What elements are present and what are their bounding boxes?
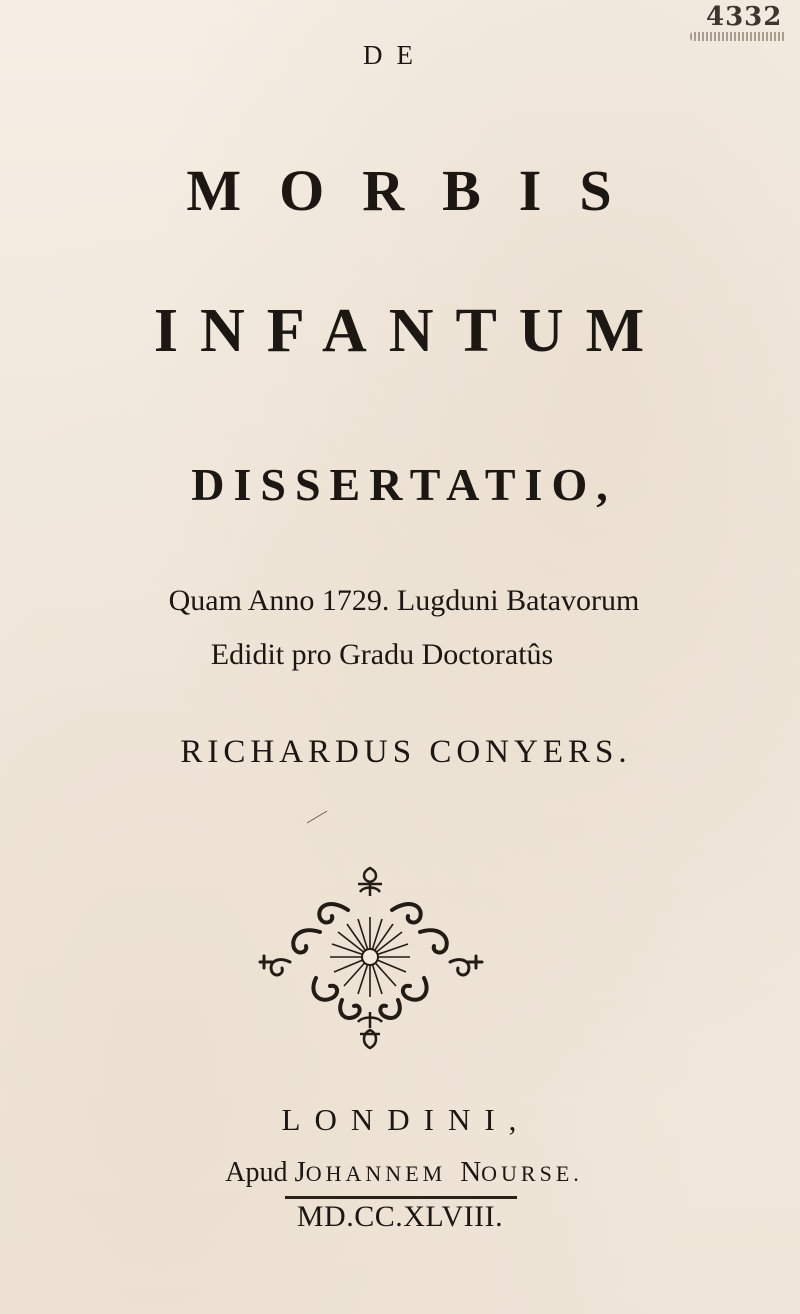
publisher-first-initial: J xyxy=(294,1156,306,1188)
title-line-dissertatio: DISSERTATIO, xyxy=(191,459,617,510)
publisher-last-initial: N xyxy=(460,1156,482,1188)
stamp-bar xyxy=(690,32,786,41)
shelfmark-stamp: 4332 xyxy=(706,2,783,32)
imprint-date: MD.CC.XLVIII. xyxy=(296,1200,504,1233)
imprint-apud: Apud xyxy=(225,1157,288,1188)
title-line-morbis: MORBIS xyxy=(186,158,650,223)
title-prefix: DE xyxy=(363,40,427,70)
author-name: RICHARDUS CONYERS. xyxy=(180,734,632,770)
publisher-last-rest: OURSE. xyxy=(481,1161,583,1186)
imprint-rule xyxy=(285,1196,517,1199)
pencil-mark-icon xyxy=(306,810,328,824)
title-line-infantum: INFANTUM xyxy=(153,297,667,365)
subtitle-line-1: Quam Anno 1729. Lugduni Batavorum xyxy=(168,584,640,617)
imprint-publisher xyxy=(4,1158,800,1187)
publisher-first-rest: OHANNEM xyxy=(305,1161,447,1186)
imprint-place: LONDINI, xyxy=(281,1102,531,1137)
printers-ornament-icon xyxy=(250,862,490,1052)
subtitle-line-2: Edidit pro Gradu Doctoratûs xyxy=(210,638,554,671)
